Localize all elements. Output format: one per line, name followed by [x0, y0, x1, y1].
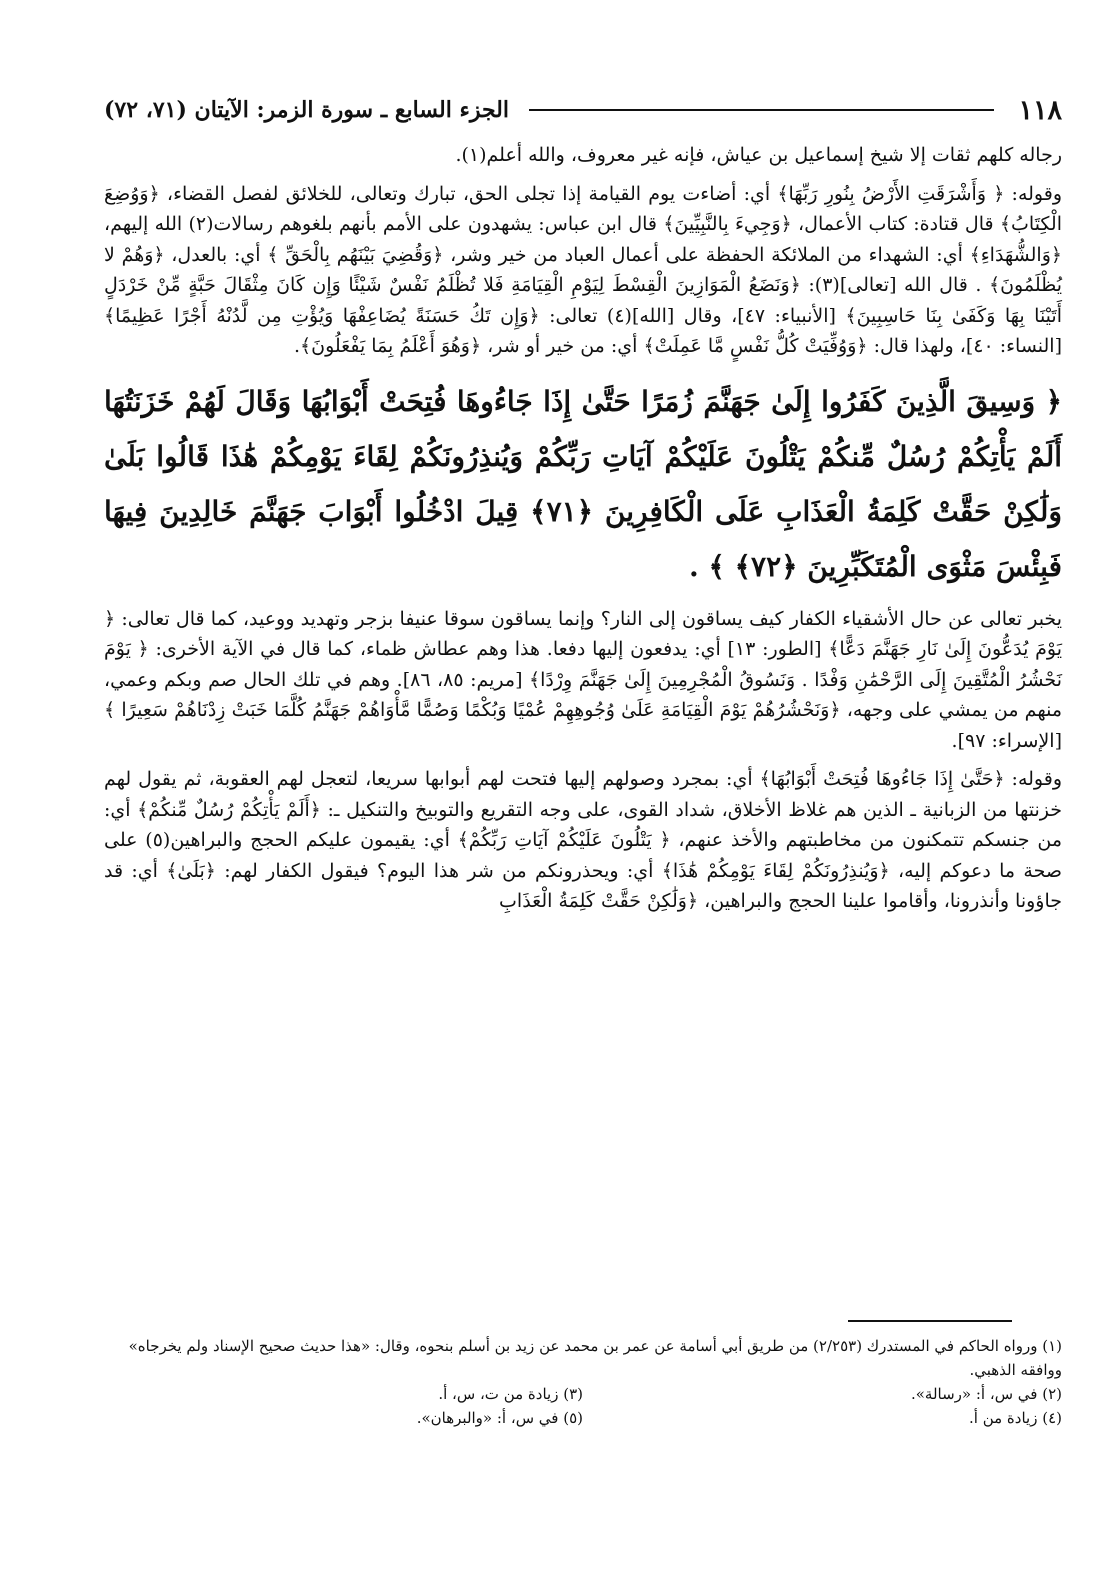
main-text: [104, 140, 1062, 917]
running-title: الجزء السابع ـ سورة الزمر: الآيتان (٧١، ٧٢): [104, 97, 509, 123]
footnote-row: [104, 1382, 1062, 1406]
quran-verse: ﴿ وَسِيقَ الَّذِينَ كَفَرُوا إِلَىٰ جَهَنَّمَ زُمَرًا حَتَّىٰ إِذَا جَاءُوهَا فُتِحَتْ أَبْوَابُهَا وَقَالَ لَهُمْ خَزَنَتُهَا أَلَمْ يَأْتِكُمْ رُسُلٌ مِّنكُمْ يَتْلُونَ عَلَيْكُمْ آيَاتِ رَبِّكُمْ وَيُنذِرُونَكُمْ لِقَاءَ يَوْمِكُمْ هَٰذَا قَالُوا بَلَىٰ وَلَٰكِنْ حَقَّتْ كَلِمَةُ الْعَذَابِ عَلَى الْكَافِرِينَ ﴿٧١﴾ قِيلَ ادْخُلُوا أَبْوَابَ جَهَنَّمَ خَالِدِينَ فِيهَا فَبِئْسَ مَثْوَى الْمُتَكَبِّرِينَ ﴿٧٢﴾ ﴾ .: [104, 384, 1062, 583]
footnote-rule: [848, 1320, 1012, 1322]
footnote-5: (٥) في س، أ: «والبرهان».: [416, 1409, 583, 1427]
footnotes: [104, 1334, 1062, 1430]
page-number: ١١٨: [1018, 94, 1062, 126]
footnote-2: (٢) في س، أ: «رسالة».: [910, 1385, 1062, 1403]
footnote-3: (٣) زيادة من ت، س، أ.: [438, 1385, 583, 1403]
footnote-1: (١) ورواه الحاكم في المستدرك (٢/٢٥٣) من طريق أبي أسامة عن عمر بن محمد عن زيد بن أسلم بنحوه، وقال: «هذا حديث صحيح الإسناد ولم يخرجاه» ووافقه الذهبي.: [128, 1337, 1062, 1379]
paragraph-3: يخبر تعالى عن حال الأشقياء الكفار كيف يساقون إلى النار؟ وإنما يساقون سوقا عنيفا بزجر وتهديد ووعيد، كما قال تعالى: ﴿ يَوْمَ يُدَعُّونَ إِلَىٰ نَارِ جَهَنَّمَ دَعًّا﴾ [الطور: ١٣] أي: يدفعون إليها دفعا. هذا وهم عطاش ظماء، كما قال في الآية الأخرى: ﴿ يَوْمَ نَحْشُرُ الْمُتَّقِينَ إِلَى الرَّحْمَٰنِ وَفْدًا . وَنَسُوقُ الْمُجْرِمِينَ إِلَىٰ جَهَنَّمَ وِرْدًا﴾ [مريم: ٨٥، ٨٦]. وهم في تلك الحال صم وبكم وعمي، منهم من يمشي على وجهه، ﴿وَنَحْشُرُهُمْ يَوْمَ الْقِيَامَةِ عَلَىٰ وُجُوهِهِمْ عُمْيًا وَبُكْمًا وَصُمًّا مَّأْوَاهُمْ جَهَنَّمُ كُلَّمَا خَبَتْ زِدْنَاهُمْ سَعِيرًا ﴾ [الإسراء: ٩٧].: [104, 607, 1062, 752]
footnote-4: (٤) زيادة من أ.: [969, 1409, 1062, 1427]
header-rule: [529, 109, 995, 111]
paragraph-2: وقوله: ﴿ وَأَشْرَقَتِ الأَرْضُ بِنُورِ رَبِّهَا﴾ أي: أضاءت يوم القيامة إذا تجلى الحق، تبارك وتعالى، للخلائق لفصل القضاء، ﴿وَوُضِعَ الْكِتَابُ﴾ قال قتادة: كتاب الأعمال، ﴿وَجِيءَ بِالنَّبِيِّينَ﴾ قال ابن عباس: يشهدون على الأمم بأنهم بلغوهم رسالات(٢) الله إليهم، ﴿وَالشُّهَدَاءِ﴾ أي: الشهداء من الملائكة الحفظة على أعمال العباد من خير وشر، ﴿وَقُضِيَ بَيْنَهُم بِالْحَقِّ ﴾ أي: بالعدل، ﴿وَهُمْ لا يُظْلَمُونَ﴾ . قال الله [تعالى](٣): ﴿وَنَضَعُ الْمَوَازِينَ الْقِسْطَ لِيَوْمِ الْقِيَامَةِ فَلا تُظْلَمُ نَفْسٌ شَيْئًا وَإِن كَانَ مِثْقَالَ حَبَّةٍ مِّنْ خَرْدَلٍ أَتَيْنَا بِهَا وَكَفَىٰ بِنَا حَاسِبِينَ﴾ [الأنبياء: ٤٧]، وقال [الله](٤) تعالى: ﴿وَإِن تَكُ حَسَنَةً يُضَاعِفْهَا وَيُؤْتِ مِن لَّدُنْهُ أَجْرًا عَظِيمًا﴾ [النساء: ٤٠]، ولهذا قال: ﴿وَوُفِّيَتْ كُلُّ نَفْسٍ مَّا عَمِلَتْ﴾ أي: من خير أو شر، ﴿وَهُوَ أَعْلَمُ بِمَا يَفْعَلُونَ﴾.: [104, 182, 1062, 357]
paragraph-1: رجاله كلهم ثقات إلا شيخ إسماعيل بن عياش، فإنه غير معروف، والله أعلم(١).: [455, 144, 1062, 166]
page-header: [104, 90, 1062, 130]
paragraph-4: وقوله: ﴿حَتَّىٰ إِذَا جَاءُوهَا فُتِحَتْ أَبْوَابُهَا﴾ أي: بمجرد وصولهم إليها فتحت لهم أبوابها سريعا، لتعجل لهم العقوبة، ثم يقول لهم خزنتها من الزبانية ـ الذين هم غلاظ الأخلاق، شداد القوى، على وجه التقريع والتوبيخ والتنكيل ـ: ﴿أَلَمْ يَأْتِكُمْ رُسُلٌ مِّنكُمْ﴾ أي: من جنسكم تتمكنون من مخاطبتهم والأخذ عنهم، ﴿ يَتْلُونَ عَلَيْكُمْ آيَاتِ رَبِّكُمْ﴾ أي: يقيمون عليكم الحجج والبراهين(٥) على صحة ما دعوكم إليه، ﴿وَيُنذِرُونَكُمْ لِقَاءَ يَوْمِكُمْ هَٰذَا﴾ أي: ويحذرونكم من شر هذا اليوم؟ فيقول الكفار لهم: ﴿بَلَىٰ﴾ أي: قد جاؤونا وأنذرونا، وأقاموا علينا الحجج والبراهين، ﴿وَلَٰكِنْ حَقَّتْ كَلِمَةُ الْعَذَابِ: [104, 768, 1063, 912]
footnote-row: [104, 1406, 1062, 1430]
